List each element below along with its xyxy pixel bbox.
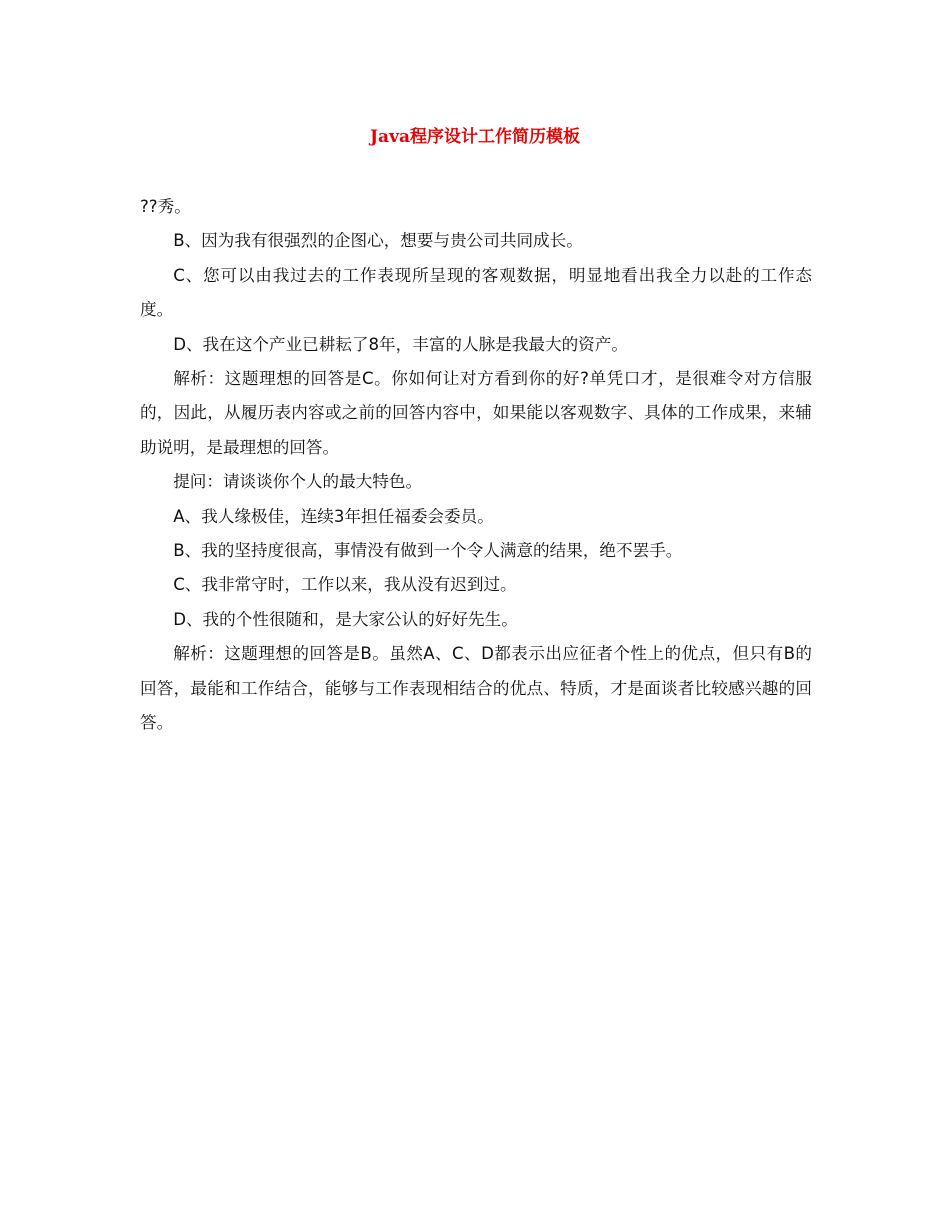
paragraph: 解析：这题理想的回答是B。虽然A、C、D都表示出应征者个性上的优点，但只有B的回答，最能和工作结合，能够与工作表现相结合的优点、特质，才是面谈者比较感兴趣的回答。: [140, 644, 812, 733]
paragraph: 解析：这题理想的回答是C。你如何让对方看到你的好?单凭口才，是很难令对方信服的，因此，从履历表内容或之前的回答内容中，如果能以客观数字、具体的工作成果，来辅助说明，是最理想的回答。: [140, 369, 812, 457]
paragraph: A、我人缘极佳，连续3年担任福委会委员。: [173, 506, 494, 526]
document-title: Java程序设计工作简历模板: [370, 127, 580, 147]
document-body: [140, 190, 812, 741]
paragraph: D、我在这个产业已耕耘了8年，丰富的人脉是我最大的资产。: [173, 334, 628, 354]
paragraph: B、我的坚持度很高，事情没有做到一个令人满意的结果，绝不罢手。: [173, 541, 683, 561]
paragraph: D、我的个性很随和，是大家公认的好好先生。: [173, 609, 518, 629]
paragraph: 提问：请谈谈你个人的最大特色。: [173, 472, 423, 492]
paragraph: C、您可以由我过去的工作表现所呈现的客观数据，明显地看出我全力以赴的工作态度。: [140, 265, 812, 320]
paragraph: C、我非常守时，工作以来，我从没有迟到过。: [173, 575, 517, 595]
paragraph: B、因为我有很强烈的企图心，想要与贵公司共同成长。: [173, 231, 583, 251]
paragraph: ??秀。: [140, 197, 191, 216]
